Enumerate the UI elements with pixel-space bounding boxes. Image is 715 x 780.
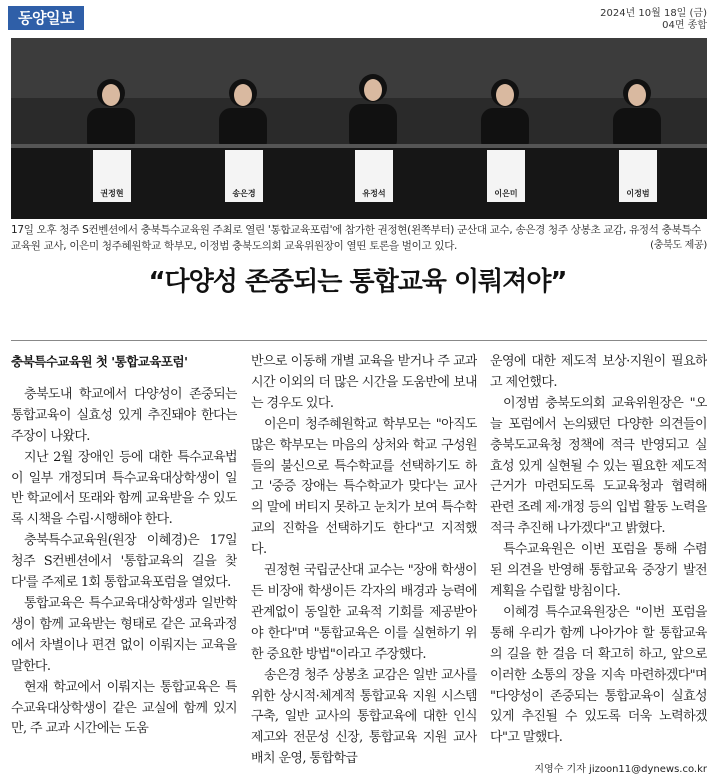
nameplate-4: 이은미 (494, 189, 518, 198)
subheadline: 충북특수교육원 첫 '통합교육포럼' (11, 354, 188, 369)
paragraph: 운영에 대한 제도적 보상·지원이 필요하고 제언했다. (490, 354, 707, 390)
nameplate-1: 권정현 (100, 189, 124, 198)
paragraph: 통합교육은 특수교육대상학생과 일반학생이 함께 교육받는 형태로 같은 교육과정에서 차별이나 편견 없이 이뤄지는 교육을 말한다. (11, 595, 237, 674)
paragraph: 현재 학교에서 이뤄지는 통합교육은 특수교육대상학생이 같은 교실에 함께 있지만, 주 교과 시간에는 도움 (11, 679, 237, 737)
photo-credit: (충북도 제공) (650, 240, 707, 251)
nameplate-2: 송은경 (232, 189, 256, 198)
article-column-3 (490, 352, 707, 780)
article-column-2 (251, 352, 477, 780)
photo-caption (11, 222, 707, 254)
paragraph: 이정범 충북도의회 교육위원장은 "오늘 포럼에서 논의됐던 다양한 의견들이 충북도교육청 정책에 적극 반영되고 실효성 있게 실현될 수 있는 필요한 제도적 근거가 마련되도록 도교육청과 협력해 관련 조례 제·개정 등의 입법 활동 노력을 적극 추진해 나가겠다"고 밝혔다. (490, 395, 707, 537)
dateline (600, 8, 707, 32)
issue-date: 2024년 10월 18일 (금) (600, 8, 707, 19)
byline: 지영수 기자 jizoon11@dynews.co.kr (534, 764, 707, 775)
paragraph: 이은미 청주혜원학교 학부모는 "아직도 많은 학부모는 마음의 상처와 학교 구성원들의 불신으로 특수학교를 선택하기도 하고 '중증 장애는 특수학교가 맞다'는 교사의 말에 버티지 못하고 눈치가 보여 특수학교의 진학을 선택하기도 한다"고 지적했다. (251, 416, 477, 558)
caption-text: 17일 오후 청주 S컨벤션에서 충북특수교육원 주최로 열린 '통합교육포럼'에 참가한 권정현(왼쪽부터) 군산대 교수, 송은경 청주 상봉초 교감, 유정석 충북특수교육원 교사, 이은미 청주혜원학교 학부모, 이정범 충북도의회 교육위원장이 열띤 토론을 벌이고 있다. (11, 224, 702, 252)
paragraph: 충북도내 학교에서 다양성이 존중되는 통합교육이 실효성 있게 추진돼야 한다는 주장이 나왔다. (11, 386, 237, 444)
nameplate-3: 유정석 (362, 189, 386, 198)
paragraph: 이혜경 특수교육원장은 "이번 포럼을 통해 우리가 함께 나아가야 할 통합교육의 길을 한 걸음 더 확고히 하고, 앞으로 이러한 소통의 장을 지속 마련하겠다"며 "다양성이 존중되는 통합교육이 실효성 있게 추진될 수 있도록 더욱 노력하겠다"고 말했다. (490, 604, 707, 746)
forum-photo (11, 38, 707, 219)
masthead (8, 6, 707, 32)
nameplate-5: 이정범 (626, 189, 650, 198)
paragraph: 권정현 국립군산대 교수는 "장애 학생이든 비장애 학생이든 각자의 배경과 능력에 관계없이 동일한 교육적 기회를 제공받아야 한다"며 "통합교육은 이를 실현하기 위한 중요한 방법"이라고 주장했다. (251, 563, 477, 662)
article-column-1 (11, 352, 237, 780)
paragraph: 지난 2월 장애인 등에 대한 특수교육법이 일부 개정되며 특수교육대상학생이 일반 학교에서 또래와 함께 교육받을 수 있도록 시책을 수립·시행해야 한다. (11, 449, 237, 528)
newspaper-logo: 동양일보 (8, 6, 84, 30)
headline: “다양성 존중되는 통합교육 이뤄져야” (148, 267, 567, 297)
divider (11, 340, 707, 341)
paragraph: 송은경 청주 상봉초 교감은 일반 교사를 위한 상시적·체계적 통합교육 지원 시스템 구축, 일반 교사의 통합교육에 대한 인식 제고와 전문성 신장, 통합교육 지원 교사 배치 운영, 통합학급 (251, 667, 477, 767)
paragraph: 특수교육원은 이번 포럼을 통해 수렴된 의견을 반영해 통합교육 중장기 발전계획을 수립할 방침이다. (490, 542, 707, 599)
paragraph: 반으로 이동해 개별 교육을 받거나 주 교과 시간 이외의 더 많은 시간을 도움반에 보내는 경우도 있다. (251, 354, 477, 411)
paragraph: 충북특수교육원(원장 이혜경)은 17일 청주 S컨벤션에서 '통합교육의 길을 찾다'를 주제로 1회 통합교육포럼을 열었다. (11, 533, 237, 591)
page-number: 04면 종합 (662, 20, 707, 31)
